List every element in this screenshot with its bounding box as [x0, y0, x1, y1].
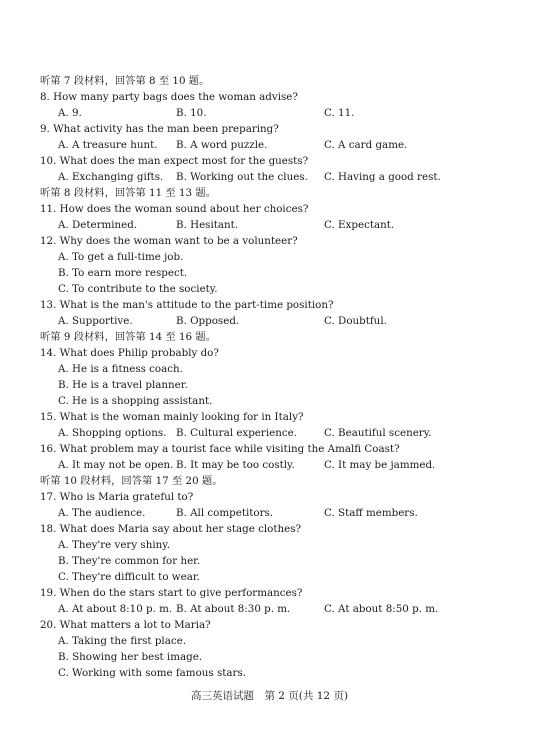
options-row	[40, 105, 510, 121]
options-row	[40, 313, 510, 329]
question-stem: 16. What problem may a tourist face while visiting the Amalfi Coast?	[40, 443, 400, 455]
option-a: A. Exchanging gifts.	[58, 171, 164, 183]
option-c: C. Working with some famous stars.	[58, 667, 246, 679]
option-c: C. Doubtful.	[324, 315, 387, 327]
option-a: A. Supportive.	[58, 315, 133, 327]
option-a: A. 9.	[58, 107, 82, 119]
option-c: C. Having a good rest.	[324, 171, 441, 183]
option-c: C. 11.	[324, 107, 355, 119]
option-a: A. They're very shiny.	[58, 539, 170, 551]
option-c: C. It may be jammed.	[324, 459, 436, 471]
option-a: A. He is a fitness coach.	[58, 363, 183, 375]
options-row	[40, 457, 510, 473]
option-c: C. He is a shopping assistant.	[58, 395, 213, 407]
options-row	[40, 505, 510, 521]
option-a: A. The audience.	[58, 507, 146, 519]
question-stem: 12. Why does the woman want to be a volunteer?	[40, 235, 298, 247]
option-c: C. Staff members.	[324, 507, 418, 519]
option-c: C. To contribute to the society.	[58, 283, 218, 295]
option-b: B. A word puzzle.	[176, 139, 268, 151]
question-stem: 9. What activity has the man been preparing?	[40, 123, 279, 135]
exam-content	[40, 73, 510, 681]
options-row	[40, 169, 510, 185]
option-b: B. Opposed.	[176, 315, 240, 327]
question-stem: 19. When do the stars start to give performances?	[40, 587, 303, 599]
option-c: C. A card game.	[324, 139, 408, 151]
section-heading: 听第 9 段材料，回答第 14 至 16 题。	[40, 331, 216, 343]
question-stem: 13. What is the man's attitude to the part-time position?	[40, 299, 334, 311]
question-stem: 18. What does Maria say about her stage clothes?	[40, 523, 302, 535]
option-b: B. They're common for her.	[58, 555, 201, 567]
option-a: A. Determined.	[58, 219, 138, 231]
option-c: C. Expectant.	[324, 219, 395, 231]
option-b: B. Cultural experience.	[176, 427, 297, 439]
options-row	[40, 425, 510, 441]
section-heading: 听第 7 段材料，回答第 8 至 10 题。	[40, 75, 210, 87]
option-c: C. They're difficult to wear.	[58, 571, 200, 583]
option-a: A. To get a full-time job.	[58, 251, 184, 263]
question-stem: 14. What does Philip probably do?	[40, 347, 219, 359]
option-b: B. At about 8:30 p. m.	[176, 603, 291, 615]
option-b: B. Showing her best image.	[58, 651, 203, 663]
option-a: A. A treasure hunt.	[58, 139, 158, 151]
question-stem: 15. What is the woman mainly looking for in Italy?	[40, 411, 304, 423]
section-heading: 听第 8 段材料，回答第 11 至 13 题。	[40, 187, 216, 199]
option-b: B. 10.	[176, 107, 207, 119]
question-stem: 20. What matters a lot to Maria?	[40, 619, 211, 631]
option-a: A. At about 8:10 p. m.	[58, 603, 173, 615]
option-b: B. It may be too costly.	[176, 459, 295, 471]
section-heading: 听第 10 段材料，回答第 17 至 20 题。	[40, 475, 223, 487]
option-b: B. To earn more respect.	[58, 267, 188, 279]
question-stem: 17. Who is Maria grateful to?	[40, 491, 194, 503]
question-stem: 8. How many party bags does the woman advise?	[40, 91, 298, 103]
question-stem: 11. How does the woman sound about her choices?	[40, 203, 309, 215]
option-b: B. Working out the clues.	[176, 171, 308, 183]
option-b: B. Hesitant.	[176, 219, 239, 231]
option-b: B. All competitors.	[176, 507, 274, 519]
option-b: B. He is a travel planner.	[58, 379, 188, 391]
option-a: A. Shopping options.	[58, 427, 167, 439]
option-c: C. Beautiful scenery.	[324, 427, 432, 439]
page-footer: 高三英语试题 第 2 页(共 12 页)	[190, 690, 349, 702]
option-a: A. Taking the first place.	[58, 635, 186, 647]
question-stem: 10. What does the man expect most for the guests?	[40, 155, 309, 167]
option-a: A. It may not be open.	[58, 459, 174, 471]
option-c: C. At about 8:50 p. m.	[324, 603, 439, 615]
options-row	[40, 601, 510, 617]
options-row	[40, 137, 510, 153]
options-row	[40, 217, 510, 233]
